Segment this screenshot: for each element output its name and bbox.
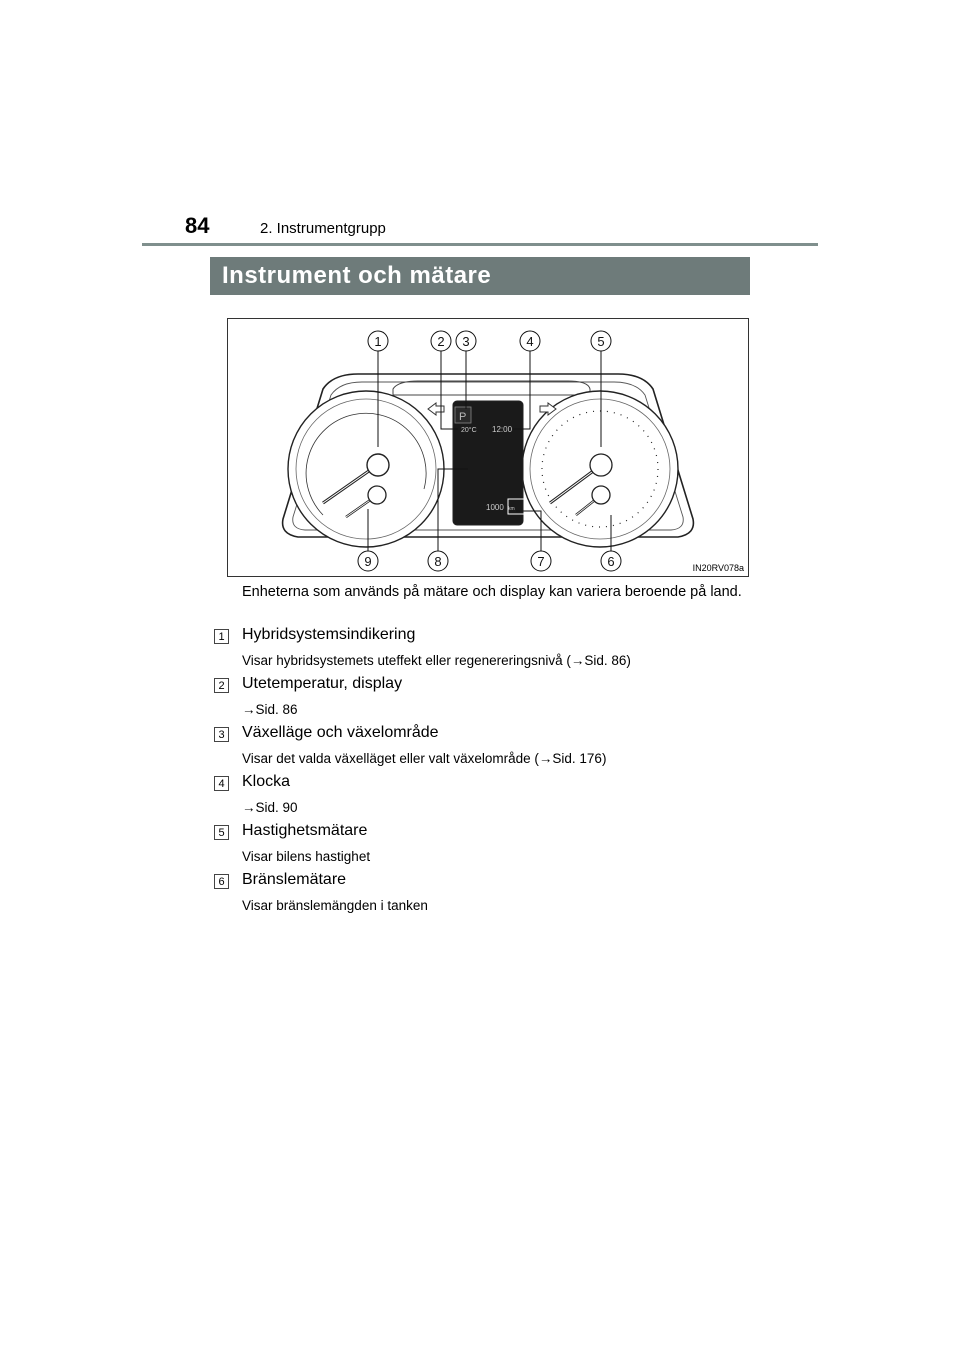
item-description: Visar bränslemängden i tanken bbox=[242, 898, 428, 913]
callout-2: 2 bbox=[437, 334, 445, 349]
figure-code: IN20RV078a bbox=[692, 563, 744, 573]
units-note: Enheterna som används på mätare och display kan variera beroende på land. bbox=[242, 584, 742, 600]
item-description: Visar bilens hastighet bbox=[242, 849, 371, 864]
item-description: →Sid. 90 bbox=[242, 800, 298, 815]
item-title: Bränslemätare bbox=[242, 871, 347, 888]
page-title: Instrument och mätare bbox=[222, 262, 492, 289]
title-bar bbox=[210, 257, 750, 295]
header-rule bbox=[142, 243, 818, 246]
callout-3: 3 bbox=[462, 334, 470, 349]
callout-7: 7 bbox=[537, 554, 545, 569]
display-odometer-unit: km bbox=[508, 506, 515, 512]
item-title: Hybridsystemsindikering bbox=[242, 626, 416, 643]
display-temperature: 20°C bbox=[461, 427, 477, 434]
item-number: 2 bbox=[214, 678, 229, 693]
display-gear: P bbox=[459, 411, 467, 423]
item-number: 4 bbox=[214, 776, 229, 791]
callout-9: 9 bbox=[364, 554, 372, 569]
item-number: 5 bbox=[214, 825, 229, 840]
item-number: 1 bbox=[214, 629, 229, 644]
item-description: Visar det valda växelläget eller valt växelområde (→Sid. 176) bbox=[242, 751, 607, 766]
instrument-cluster-figure bbox=[227, 318, 749, 577]
callout-8: 8 bbox=[434, 554, 442, 569]
callout-1: 1 bbox=[374, 334, 382, 349]
item-description: →Sid. 86 bbox=[242, 702, 298, 717]
item-number: 6 bbox=[214, 874, 229, 889]
display-odometer: 1000 bbox=[486, 503, 504, 512]
page-number: 84 bbox=[185, 213, 210, 238]
callout-4: 4 bbox=[526, 334, 534, 349]
section-title: 2. Instrumentgrupp bbox=[260, 220, 386, 237]
callout-6: 6 bbox=[607, 554, 615, 569]
item-title: Klocka bbox=[242, 773, 291, 790]
display-clock: 12:00 bbox=[492, 425, 513, 434]
item-title: Utetemperatur, display bbox=[242, 675, 403, 692]
item-description: Visar hybridsystemets uteffekt eller regenereringsnivå (→Sid. 86) bbox=[242, 653, 631, 668]
item-title: Växelläge och växelområde bbox=[242, 724, 439, 741]
item-number: 3 bbox=[214, 727, 229, 742]
callout-5: 5 bbox=[597, 334, 605, 349]
cluster-illustration bbox=[228, 319, 748, 576]
item-title: Hastighetsmätare bbox=[242, 822, 368, 839]
